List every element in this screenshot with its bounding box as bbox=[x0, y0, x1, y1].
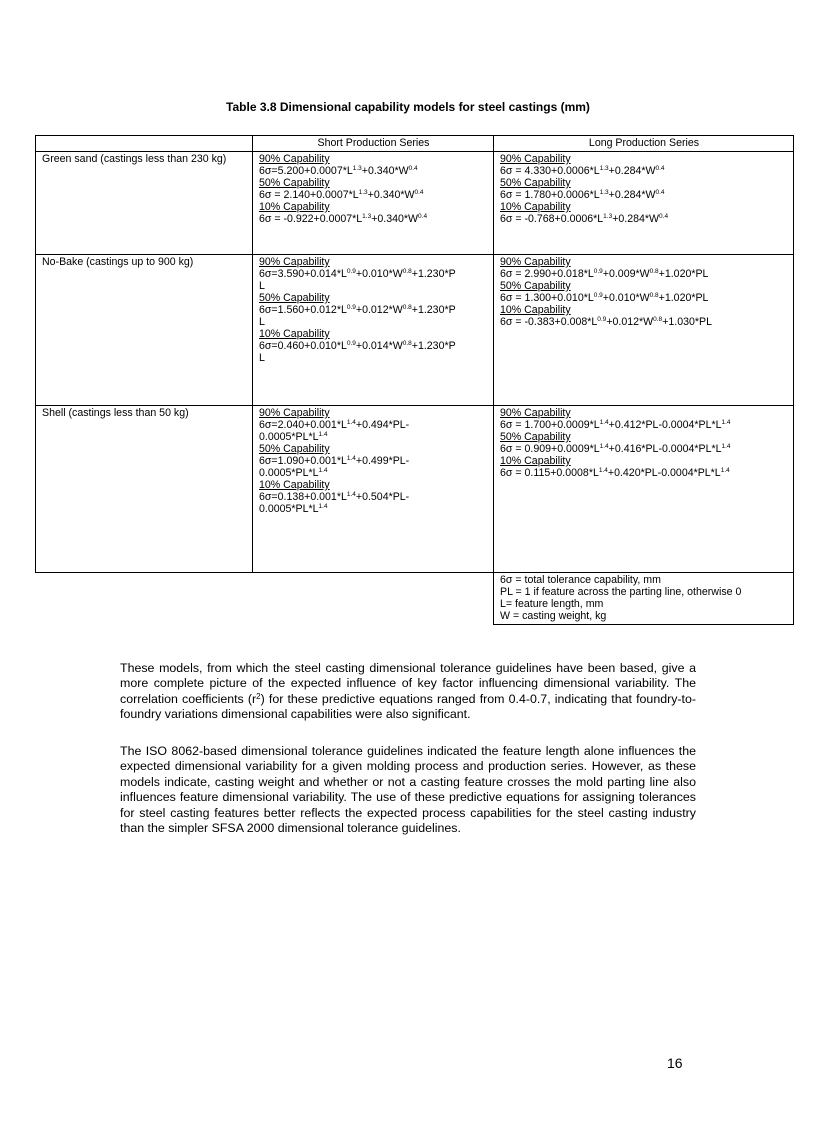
long-series-cell bbox=[494, 152, 794, 255]
equation-wrap: L bbox=[259, 352, 265, 364]
long-series-cell bbox=[494, 406, 794, 573]
equation: $6\sigma = -0.383+0.008*L^{0.9}+0.012*W^{0.8}+1.030*PL$ bbox=[500, 316, 712, 328]
paragraph-iso: The ISO 8062-based dimensional tolerance guidelines indicated the feature length alone influences the expected dimensional variability for a given molding process and production series. However, as these models indicate, casting weight and whether or not a casting feature crosses the mold parting line also influences feature dimensional variability. The use of these predictive equations for assigning tolerances for steel casting features better reflects the expected process capabilities for the steel casting industry than the simpler SFSA 2000 dimensional tolerance guidelines. bbox=[120, 744, 696, 836]
table-header-row bbox=[36, 136, 794, 152]
table-row-green-sand bbox=[36, 152, 794, 255]
short-series-cell bbox=[253, 152, 494, 255]
equation: $6\sigma = 1.780+0.0006*L^{1.3}+0.284*W^{0.4}$ bbox=[500, 189, 665, 201]
capability-label: 90% Capability bbox=[500, 153, 571, 165]
equation: $6\sigma=2.040+0.001*L^{1.4}+0.494*PL-$ bbox=[259, 419, 410, 431]
capability-label: 10% Capability bbox=[500, 455, 571, 467]
table-row-no-bake bbox=[36, 255, 794, 406]
legend-cell bbox=[494, 573, 794, 625]
capability-label: 50% Capability bbox=[259, 292, 330, 304]
legend-item: W = casting weight, kg bbox=[500, 610, 607, 622]
equation: $6\sigma = 2.140+0.0007*L^{1.3}+0.340*W^{0.4}$ bbox=[259, 189, 424, 201]
short-series-cell bbox=[253, 255, 494, 406]
capability-label: 50% Capability bbox=[500, 431, 571, 443]
equation-wrap: $0.0005*PL*L^{1.4}$ bbox=[259, 503, 328, 515]
process-label: Green sand (castings less than 230 kg) bbox=[36, 152, 253, 255]
equation: $6\sigma = 4.330+0.0006*L^{1.3}+0.284*W^{0.4}$ bbox=[500, 165, 665, 177]
equation: $6\sigma=0.460+0.010*L^{0.9}+0.014*W^{0.8}+1.230*P$ bbox=[259, 340, 456, 352]
equation: $6\sigma = 1.700+0.0009*L^{1.4}+0.412*PL-0.0004*PL*L^{1.4}$ bbox=[500, 419, 731, 431]
header-cell-process bbox=[36, 136, 253, 152]
equation: $6\sigma=1.090+0.001*L^{1.4}+0.499*PL-$ bbox=[259, 455, 410, 467]
capability-label: 90% Capability bbox=[259, 153, 330, 165]
capability-label: 10% Capability bbox=[259, 479, 330, 491]
legend-item: L= feature length, mm bbox=[500, 598, 604, 610]
capability-label: 50% Capability bbox=[259, 443, 330, 455]
capability-table bbox=[35, 135, 794, 625]
capability-label: 10% Capability bbox=[259, 328, 330, 340]
header-cell-long: Long Production Series bbox=[494, 136, 794, 152]
table-row-shell bbox=[36, 406, 794, 573]
capability-label: 10% Capability bbox=[259, 201, 330, 213]
capability-label: 10% Capability bbox=[500, 304, 571, 316]
capability-label: 90% Capability bbox=[500, 256, 571, 268]
equation-wrap: $0.0005*PL*L^{1.4}$ bbox=[259, 431, 328, 443]
page-number: 16 bbox=[667, 1055, 683, 1071]
header-cell-short: Short Production Series bbox=[253, 136, 494, 152]
paragraph-models: These models, from which the steel casting dimensional tolerance guidelines have been based, give a more complete picture of the expected influence of key factor influencing dimensional variability. The correlation coefficients $(r^2)$ for these predictive equations ranged from 0.4-0.7, indicating that foundry-to-foundry variations dimensional capabilities were also significant. bbox=[120, 661, 697, 722]
legend-item: 6σ = total tolerance capability, mm bbox=[500, 574, 661, 586]
equation: $6\sigma = 1.300+0.010*L^{0.9}+0.010*W^{0.8}+1.020*PL$ bbox=[500, 292, 709, 304]
equation: $6\sigma=0.138+0.001*L^{1.4}+0.504*PL-$ bbox=[259, 491, 410, 503]
table-title: Table 3.8 Dimensional capability models for steel castings (mm) bbox=[226, 100, 590, 114]
capability-label: 50% Capability bbox=[259, 177, 330, 189]
process-label: Shell (castings less than 50 kg) bbox=[36, 406, 253, 573]
legend-row bbox=[36, 573, 794, 625]
equation: $6\sigma = 0.909+0.0009*L^{1.4}+0.416*PL-0.0004*PL*L^{1.4}$ bbox=[500, 443, 731, 455]
process-label: No-Bake (castings up to 900 kg) bbox=[36, 255, 253, 406]
equation: $6\sigma=1.560+0.012*L^{0.9}+0.012*W^{0.8}+1.230*P$ bbox=[259, 304, 456, 316]
equation-wrap: $0.0005*PL*L^{1.4}$ bbox=[259, 467, 328, 479]
legend-item: PL = 1 if feature across the parting line, otherwise 0 bbox=[500, 586, 742, 598]
capability-label: 50% Capability bbox=[500, 177, 571, 189]
equation: $6\sigma=5.200+0.0007*L^{1.3}+0.340*W^{0.4}$ bbox=[259, 165, 418, 177]
equation: $6\sigma=3.590+0.014*L^{0.9}+0.010*W^{0.8}+1.230*P$ bbox=[259, 268, 456, 280]
capability-label: 90% Capability bbox=[259, 407, 330, 419]
capability-label: 90% Capability bbox=[500, 407, 571, 419]
equation-wrap: L bbox=[259, 280, 265, 292]
equation: $6\sigma = 0.115+0.0008*L^{1.4}+0.420*PL-0.0004*PL*L^{1.4}$ bbox=[500, 467, 730, 479]
capability-label: 90% Capability bbox=[259, 256, 330, 268]
equation: $6\sigma = 2.990+0.018*L^{0.9}+0.009*W^{0.8}+1.020*PL$ bbox=[500, 268, 709, 280]
equation: $6\sigma = -0.922+0.0007*L^{1.3}+0.340*W^{0.4}$ bbox=[259, 213, 428, 225]
equation: $6\sigma = -0.768+0.0006*L^{1.3}+0.284*W^{0.4}$ bbox=[500, 213, 669, 225]
capability-label: 10% Capability bbox=[500, 201, 571, 213]
short-series-cell bbox=[253, 406, 494, 573]
capability-label: 50% Capability bbox=[500, 280, 571, 292]
long-series-cell bbox=[494, 255, 794, 406]
equation-wrap: L bbox=[259, 316, 265, 328]
